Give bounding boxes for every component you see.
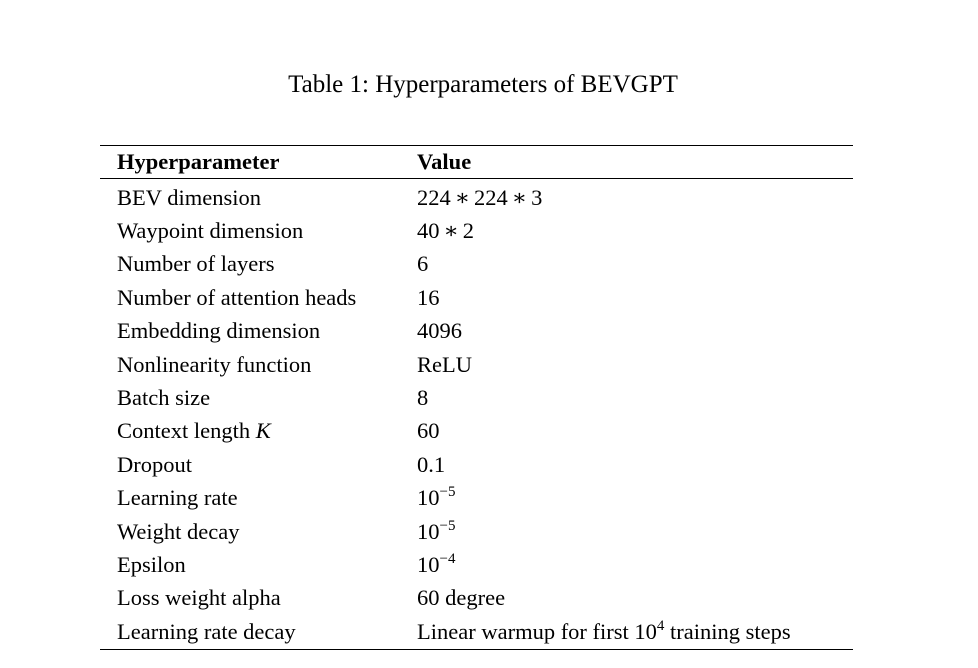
table-row [100, 381, 853, 414]
value-part: 3 [531, 184, 543, 210]
param-cell: Loss weight alpha [117, 585, 281, 611]
param-cell: Weight decay [117, 518, 240, 544]
value-cell [400, 548, 853, 581]
value-cell [400, 482, 853, 515]
value-exponent: −5 [439, 517, 456, 534]
param-cell: Epsilon [117, 551, 186, 577]
value-cell: 4096 [417, 318, 462, 344]
hyperparameter-table [100, 145, 853, 650]
value-cell: 60 degree [417, 585, 506, 611]
value-cell: 16 [417, 284, 440, 310]
table-caption: Table 1: Hyperparameters of BEVGPT [288, 71, 678, 98]
table-row [100, 448, 853, 481]
param-cell: Waypoint dimension [117, 218, 304, 244]
param-cell: Batch size [117, 385, 211, 411]
param-cell: Number of attention heads [117, 284, 357, 310]
table-row [100, 214, 853, 247]
value-base: 10 [417, 485, 440, 511]
value-cell: 8 [417, 385, 429, 411]
table-row [100, 515, 853, 548]
table-row [100, 281, 853, 314]
value-cell [400, 179, 853, 215]
value-part: 40 [417, 218, 440, 244]
value-cell [400, 515, 853, 548]
value-base: 10 [417, 551, 440, 577]
value-base: 10 [417, 518, 440, 544]
value-cell [400, 615, 853, 650]
table-row [100, 248, 853, 281]
param-cell: Embedding dimension [117, 318, 321, 344]
table-row [100, 548, 853, 581]
value-base: 10 [634, 619, 657, 645]
value-cell [400, 214, 853, 247]
value-part: 224 [474, 184, 508, 210]
param-cell: Nonlinearity function [117, 351, 312, 377]
param-cell [100, 415, 400, 448]
param-label: Context length [117, 418, 251, 444]
table-row [100, 348, 853, 381]
param-cell: Dropout [117, 451, 192, 477]
multiply-symbol: ∗ [511, 184, 528, 210]
value-prefix: Linear warmup for first [417, 619, 629, 645]
param-cell: Learning rate decay [117, 619, 296, 645]
hyperparameter-table-container [100, 145, 853, 650]
value-exponent: −4 [439, 550, 456, 567]
value-exponent: −5 [439, 484, 456, 501]
value-part: 2 [462, 218, 475, 244]
value-part: 224 [417, 184, 451, 210]
multiply-symbol: ∗ [443, 218, 459, 244]
table-row [100, 482, 853, 515]
value-exponent: 4 [656, 618, 665, 635]
value-cell: 6 [417, 251, 429, 277]
param-cell: Learning rate [117, 485, 238, 511]
table-row [100, 415, 853, 448]
table-row [100, 315, 853, 348]
value-cell: 0.1 [417, 451, 446, 477]
header-value: Value [417, 149, 472, 174]
multiply-symbol: ∗ [454, 184, 471, 210]
header-hyperparameter: Hyperparameter [117, 149, 280, 174]
value-cell: 60 [417, 418, 440, 444]
param-cell: BEV dimension [117, 184, 261, 210]
value-cell: ReLU [417, 351, 472, 377]
table-header-row [100, 146, 853, 179]
param-symbol: K [255, 418, 271, 444]
table-row [100, 179, 853, 215]
param-cell: Number of layers [117, 251, 275, 277]
value-suffix: training steps [670, 619, 791, 645]
table-row [100, 615, 853, 650]
table-row [100, 582, 853, 615]
